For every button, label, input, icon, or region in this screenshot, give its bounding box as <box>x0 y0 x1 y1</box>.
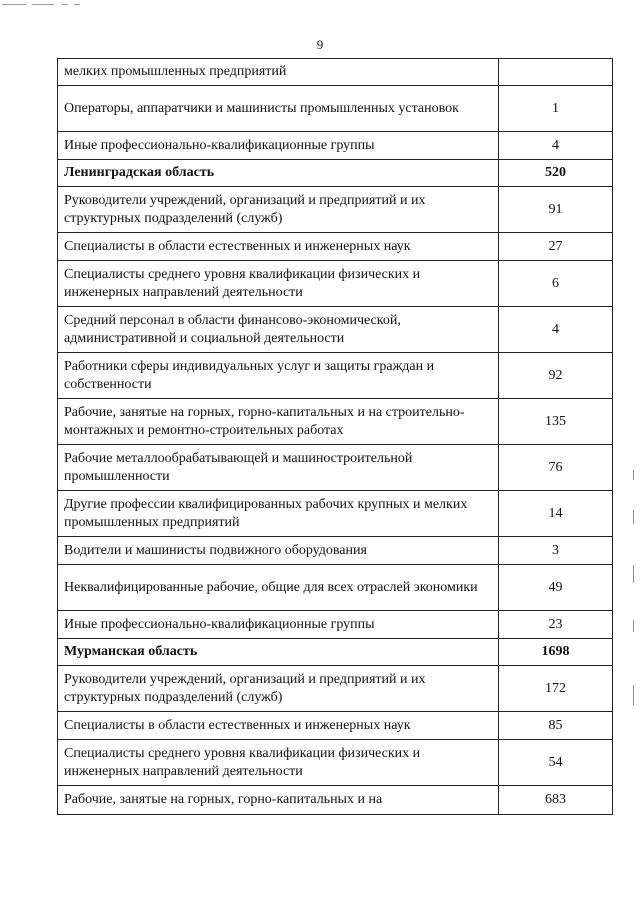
table-body <box>58 59 613 815</box>
region-name-cell: Мурманская область <box>58 639 499 666</box>
category-name-cell: Специалисты среднего уровня квалификации физических и инженерных направлений деятельности <box>58 740 499 786</box>
category-name-cell: Неквалифицированные рабочие, общие для всех отраслей экономики <box>58 565 499 611</box>
category-name-cell: Операторы, аппаратчики и машинисты промышленных установок <box>58 86 499 132</box>
value-cell: 76 <box>499 445 613 491</box>
category-name-cell: Рабочие, занятые на горных, горно-капитальных и на строительно-монтажных и ремонтно-строительных работах <box>58 399 499 445</box>
category-name-cell: Специалисты среднего уровня квалификации физических и инженерных направлений деятельности <box>58 261 499 307</box>
table-row <box>58 491 613 537</box>
value-cell <box>499 59 613 86</box>
value-cell: 172 <box>499 666 613 712</box>
table-row <box>58 307 613 353</box>
value-cell: 85 <box>499 712 613 740</box>
value-cell: 14 <box>499 491 613 537</box>
region-total-cell: 1698 <box>499 639 613 666</box>
category-name-cell: Водители и машинисты подвижного оборудования <box>58 537 499 565</box>
category-name-cell: Специалисты в области естественных и инженерных наук <box>58 712 499 740</box>
value-cell: 27 <box>499 233 613 261</box>
value-cell: 1 <box>499 86 613 132</box>
table-row <box>58 187 613 233</box>
value-cell: 54 <box>499 740 613 786</box>
table-row <box>58 261 613 307</box>
region-name-cell: Ленинградская область <box>58 160 499 187</box>
table-row <box>58 740 613 786</box>
category-name-cell: Работники сферы индивидуальных услуг и защиты граждан и собственности <box>58 353 499 399</box>
table-row <box>58 160 613 187</box>
table-row <box>58 611 613 639</box>
category-name-cell: Руководители учреждений, организаций и предприятий и их структурных подразделений (служб) <box>58 187 499 233</box>
value-cell: 49 <box>499 565 613 611</box>
value-cell: 3 <box>499 537 613 565</box>
category-name-cell: Иные профессионально-квалификационные группы <box>58 132 499 160</box>
value-cell: 4 <box>499 307 613 353</box>
value-cell: 683 <box>499 786 613 815</box>
value-cell: 91 <box>499 187 613 233</box>
table-row <box>58 639 613 666</box>
table-row <box>58 233 613 261</box>
table-row <box>58 666 613 712</box>
table-row <box>58 59 613 86</box>
category-name-cell: Руководители учреждений, организаций и предприятий и их структурных подразделений (служб) <box>58 666 499 712</box>
region-total-cell: 520 <box>499 160 613 187</box>
value-cell: 4 <box>499 132 613 160</box>
table-row <box>58 445 613 491</box>
table-row <box>58 132 613 160</box>
table-row <box>58 565 613 611</box>
category-name-cell: Специалисты в области естественных и инженерных наук <box>58 233 499 261</box>
table-row <box>58 786 613 815</box>
category-name-cell: Средний персонал в области финансово-экономической, административной и социальной деятельности <box>58 307 499 353</box>
table-row <box>58 712 613 740</box>
value-cell: 92 <box>499 353 613 399</box>
value-cell: 23 <box>499 611 613 639</box>
data-table <box>57 58 613 815</box>
category-name-cell: Другие профессии квалифицированных рабочих крупных и мелких промышленных предприятий <box>58 491 499 537</box>
table-row <box>58 537 613 565</box>
page-number: 9 <box>316 37 324 52</box>
value-cell: 135 <box>499 399 613 445</box>
table-row <box>58 86 613 132</box>
category-name-cell: Иные профессионально-квалификационные группы <box>58 611 499 639</box>
table-row <box>58 399 613 445</box>
scan-artifact-mark <box>2 4 82 6</box>
scan-edge-marks <box>633 470 637 730</box>
category-name-cell: мелких промышленных предприятий <box>58 59 499 86</box>
table-row <box>58 353 613 399</box>
value-cell: 6 <box>499 261 613 307</box>
category-name-cell: Рабочие металлообрабатывающей и машиностроительной промышленности <box>58 445 499 491</box>
category-name-cell: Рабочие, занятые на горных, горно-капитальных и на <box>58 786 499 815</box>
